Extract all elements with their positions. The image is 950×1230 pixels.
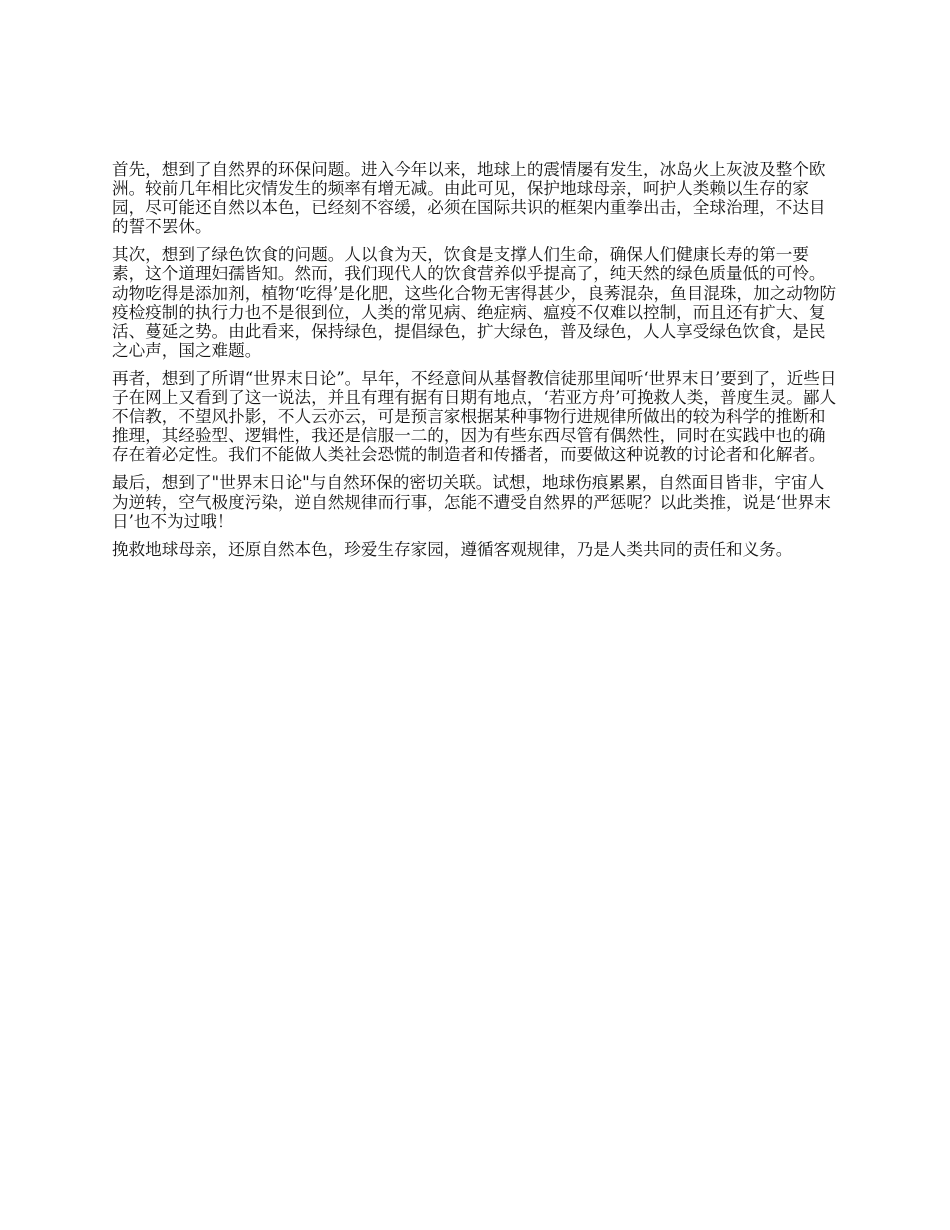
paragraph-3: 再者，想到了所谓“世界末日论”。早年，不经意间从基督教信徒那里闻听‘世界末日’要到了，近些日子在网上又看到了这一说法，并且有理有据有日期有地点，‘若亚方舟’可挽救人类，普度生灵。鄙人不信教，不望风扑影，不人云亦云，可是预言家根据某种事物行进规律所做出的较为科学的推断和推理，其经验型、逻辑性，我还是信服一二的，因为有些东西尽管有偶然性，同时在实践中也的确存在着必定性。我们不能做人类社会恐慌的制造者和传播者，而要做这种说教的讨论者和化解者。 (112, 368, 837, 465)
document-body (112, 160, 840, 568)
paragraph-2: 其次，想到了绿色饮食的问题。人以食为天，饮食是支撑人们生命，确保人们健康长寿的第一要素，这个道理妇孺皆知。然而，我们现代人的饮食营养似乎提高了，纯天然的绿色质量低的可怜。动物吃得是添加剂，植物‘吃得’是化肥，这些化合物无害得甚少，良莠混杂，鱼目混珠，加之动物防疫检疫制的执行力也不是很到位，人类的常见病、绝症病、瘟疫不仅难以控制，而且还有扩大、复活、蔓延之势。由此看来，保持绿色，提倡绿色，扩大绿色，普及绿色，人人享受绿色饮食，是民之心声，国之难题。 (112, 245, 837, 360)
paragraph-5: 挽救地球母亲，还原自然本色，珍爱生存家园，遵循客观规律，乃是人类共同的责任和义务。 (112, 539, 793, 559)
paragraph-1: 首先，想到了自然界的环保问题。进入今年以来，地球上的震情屡有发生，冰岛火上灰波及整个欧洲。较前几年相比灾情发生的频率有增无减。由此可见，保护地球母亲，呵护人类赖以生存的家园，尽可能还自然以本色，已经刻不容缓，必须在国际共识的框架内重拳出击，全球治理，不达目的誓不罢休。 (112, 160, 826, 237)
paragraph-4: 最后，想到了"世界末日论"与自然环保的密切关联。试想，地球伤痕累累，自然面目皆非，宇宙人为逆转，空气极度污染，逆自然规律而行事，怎能不遭受自然界的严惩呢？以此类推，说是‘世界末日’也不为过哦！ (112, 473, 831, 531)
